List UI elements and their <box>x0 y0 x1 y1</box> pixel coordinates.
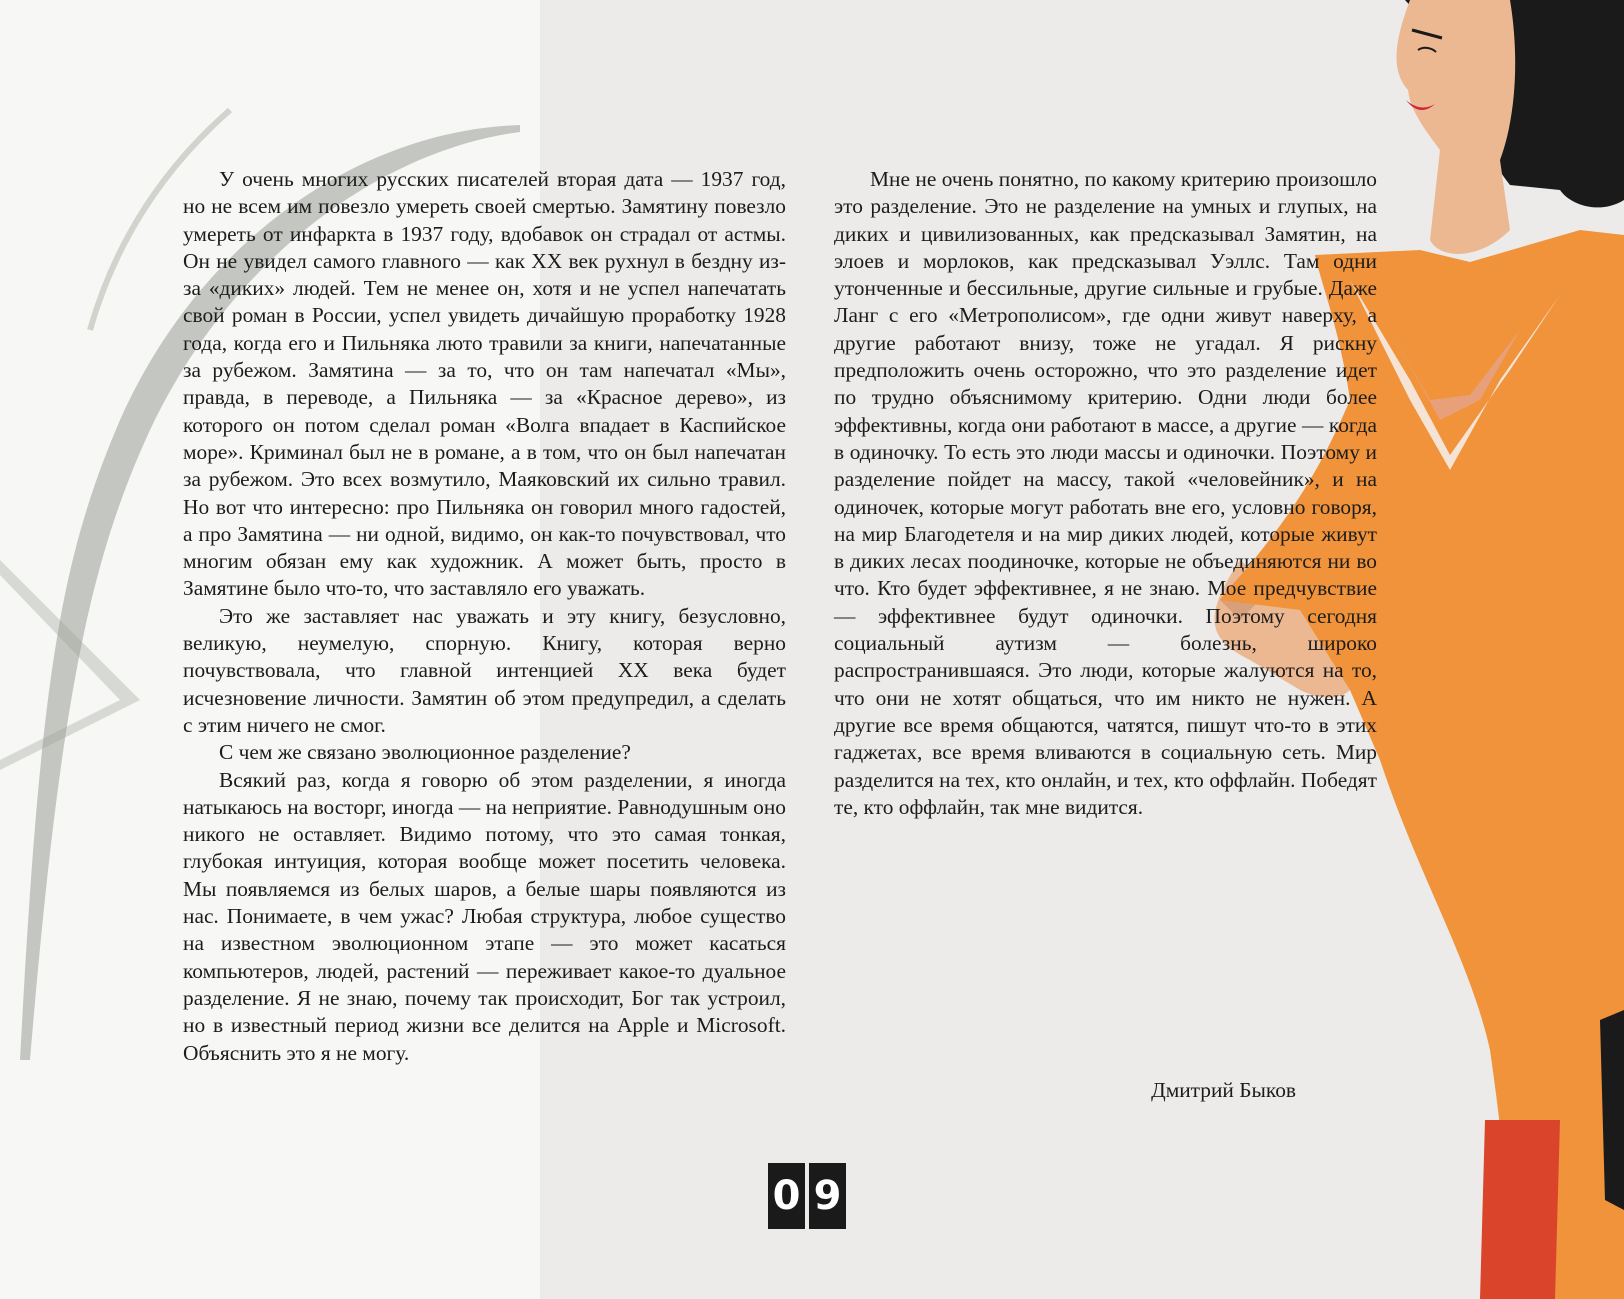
author-signature: Дмитрий Быков <box>1151 1078 1296 1102</box>
left-text-column <box>183 166 786 1067</box>
paragraph: Мне не очень понятно, по какому критерию произошло это разделение. Это не разделение на умных и глупых, на диких и цивилизованных, как предсказывал Замятин, на элоев и морлоков, как предсказывал Уэллс. Там одни утонченные и бессильные, другие сильные и грубые. Даже Ланг с его «Метрополисом», где одни живут наверху, а другие работают внизу, тоже не угадал. Я рискну предположить очень осторожно, что это разделение идет по трудно объяснимому критерию. Одни люди более эффективны, когда они работают в массе, а другие — когда в одиночку. То есть это люди массы и одиночки. Поэтому и разделение пойдет на массу, такой «человейник», и на одиночек, которые могут работать вне его, условно говоря, на мир Благодетеля и на мир диких людей, которые живут в диких лесах поодиночке, которые не объединяются ни во что. Кто будет эффективнее, я не знаю. Мое предчувствие — эффективнее будут одиночки. Поэтому сегодня социальный аутизм — болезнь, широко распространившаяся. Это люди, которые жалуются на то, что они не хотят общаться, что им никто не нужен. А другие все время общаются, чатятся, пишут что-то в этих гаджетах, все время вливаются в социальную сеть. Мир разделится на тех, кто онлайн, и тех, кто оффлайн. Победят те, кто оффлайн, так мне видится. <box>834 167 1377 819</box>
right-text-column <box>834 166 1377 821</box>
paragraph: Всякий раз, когда я говорю об этом разделении, я иногда натыкаюсь на восторг, иногда — на неприятие. Равнодушным оно никого не оставляет. Видимо потому, что это самая тонкая, глубокая интуиция, которая вообще может посетить человека. Мы появляемся из белых шаров, а белые шары появляются из нас. Понимаете, в чем ужас? Любая структура, любое существо на известном эволюционном этапе — это может касаться компьютеров, людей, растений — переживает какое-то дуальное разделение. Я не знаю, почему так происходит, Бог так устроил, но в известный период жизни все делится на Apple и Microsoft. Объяснить это я не могу. <box>183 767 786 1065</box>
paragraph: У очень многих русских писателей вторая дата — 1937 год, но не всем им повезло умереть своей смертью. Замятину повезло умереть от инфаркта в 1937 году, вдобавок он страдал от астмы. Он не увидел самого главного — как XX век рухнул в бездну из-за «диких» людей. Тем не менее он, хотя и не успел напечатать свой роман в России, успел увидеть дичайшую проработку 1928 года, когда его и Пильняка люто травили за книги, напечатанные за рубежом. Замятина — за то, что он там напечатал «Мы», правда, в переводе, а Пильняка — за «Красное дерево», из которого он потом сделал роман «Волга впадает в Каспийское море». Криминал был не в романе, а в том, что он был напечатан за рубежом. Это всех возмутило, Маяковский их сильно травил. Но вот что интересно: про Пильняка он говорил много гадостей, а про Замятина — ни одной, видимо, он как-то почувствовал, что многим обязан ему как художник. А может быть, просто в Замятине было что-то, что заставляло его уважать. <box>183 167 786 601</box>
stocking-shape <box>1480 1120 1560 1299</box>
paragraph: С чем же связано эволюционное разделение? <box>219 740 631 765</box>
page-number-digit: 9 <box>809 1163 846 1229</box>
paragraph: Это же заставляет нас уважать и эту книгу, безусловно, великую, неумелую, спорную. Книгу, которая верно почувствовала, что главной интенцией XX века будет исчезновение личности. Замятин об этом предупредил, а сделать с этим ничего не смог. <box>183 603 786 737</box>
page-number-digit: 0 <box>768 1163 805 1229</box>
face-shape <box>1396 0 1515 254</box>
page-number <box>768 1163 846 1229</box>
